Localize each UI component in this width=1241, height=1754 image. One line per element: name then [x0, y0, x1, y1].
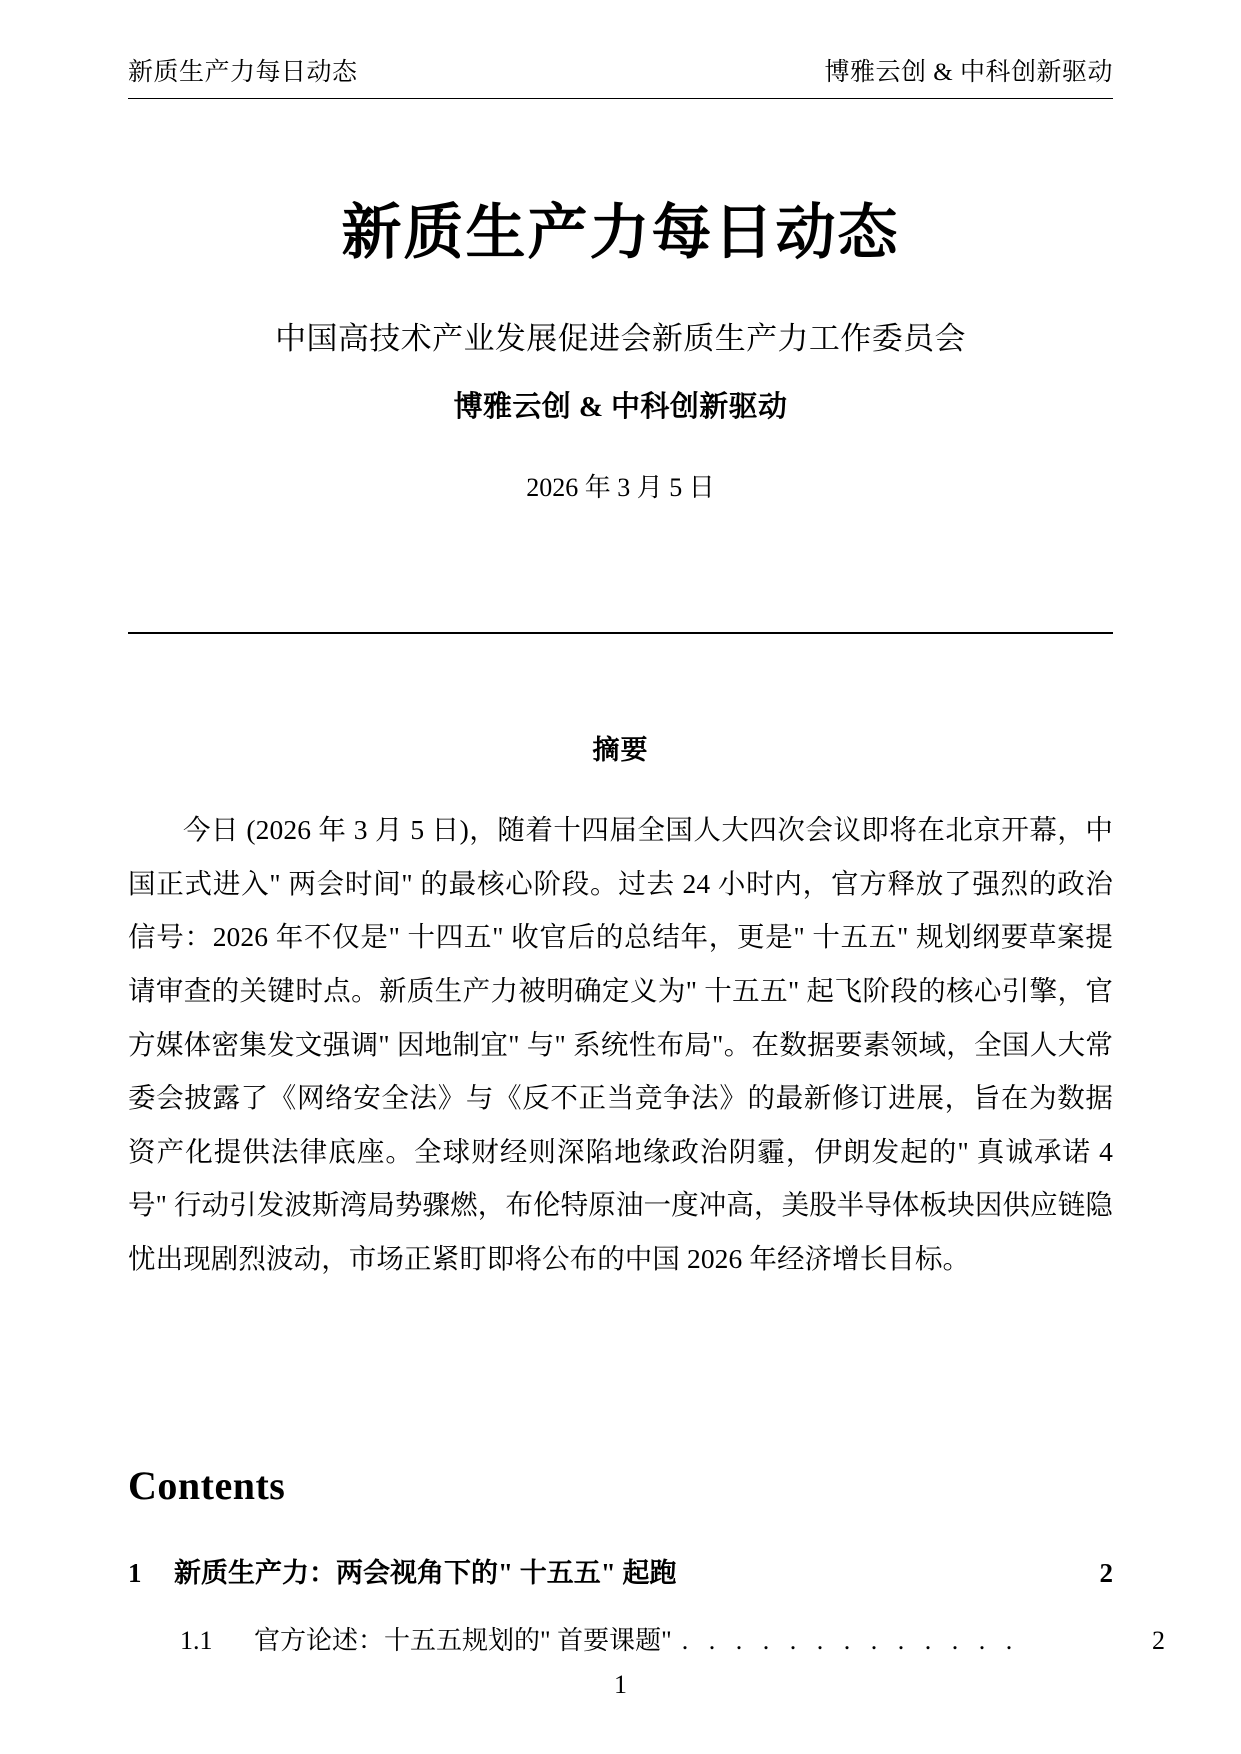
- toc-number: 1: [128, 1558, 142, 1588]
- contents-heading: Contents: [128, 1463, 286, 1508]
- running-header: [128, 52, 1113, 88]
- toc-leader-dots: . . . . . . . . . . . . .: [681, 1626, 1020, 1655]
- abstract-section: [128, 728, 1113, 1286]
- title-rule: [128, 632, 1113, 634]
- title-block: [128, 196, 1113, 505]
- subtitle-brand: 博雅云创 & 中科创新驱动: [453, 391, 788, 424]
- abstract-body: 今日 (2026 年 3 月 5 日)，随着十四届全国人大四次会议即将在北京开幕，中国正式进入" 两会时间" 的最核心阶段。过去 24 小时内，官方释放了强烈的政治信号：2026 年不仅是" 十四五" 收官后的总结年，更是" 十五五" 规划纲要草案提请审查的关键时点。新质生产力被明确定义为" 十五五" 起飞阶段的核心引擎，官方媒体密集发文强调" 因地制宜" 与" 系统性布局"。在数据要素领域，全国人大常委会披露了《网络安全法》与《反不正当竞争法》的最新修订进展，旨在为数据资产化提供法律底座。全球财经则深陷地缘政治阴霾，伊朗发起的" 真诚承诺 4 号" 行动引发波斯湾局势骤燃，布伦特原油一度冲高，美股半导体板块因供应链隐忧出现剧烈波动，市场正紧盯即将公布的中国 2026 年经济增长目标。: [128, 814, 1113, 1274]
- header-rule: [128, 98, 1113, 99]
- toc-title: 官方论述：十五五规划的" 首要课题": [254, 1626, 672, 1655]
- subtitle-organization: 中国高技术产业发展促进会新质生产力工作委员会: [275, 321, 966, 356]
- toc-entry-section-1[interactable]: [128, 1551, 1113, 1590]
- publication-date: 2026 年 3 月 5 日: [526, 472, 715, 502]
- folio-page-number: 1: [614, 1670, 627, 1699]
- running-header-left: 新质生产力每日动态: [128, 59, 358, 86]
- toc-entry-section-1-1[interactable]: [128, 1620, 1165, 1657]
- page-title: 新质生产力每日动态: [341, 200, 900, 266]
- toc-title: 新质生产力：两会视角下的" 十五五" 起跑: [174, 1558, 677, 1588]
- running-header-right: 博雅云创 & 中科创新驱动: [824, 59, 1113, 86]
- contents-section: [128, 1462, 1165, 1667]
- toc-number: 1.1: [180, 1626, 213, 1655]
- toc-page-number: 2: [1099, 1558, 1113, 1588]
- abstract-heading: 摘要: [592, 735, 649, 765]
- toc-page-number: 2: [1152, 1626, 1165, 1655]
